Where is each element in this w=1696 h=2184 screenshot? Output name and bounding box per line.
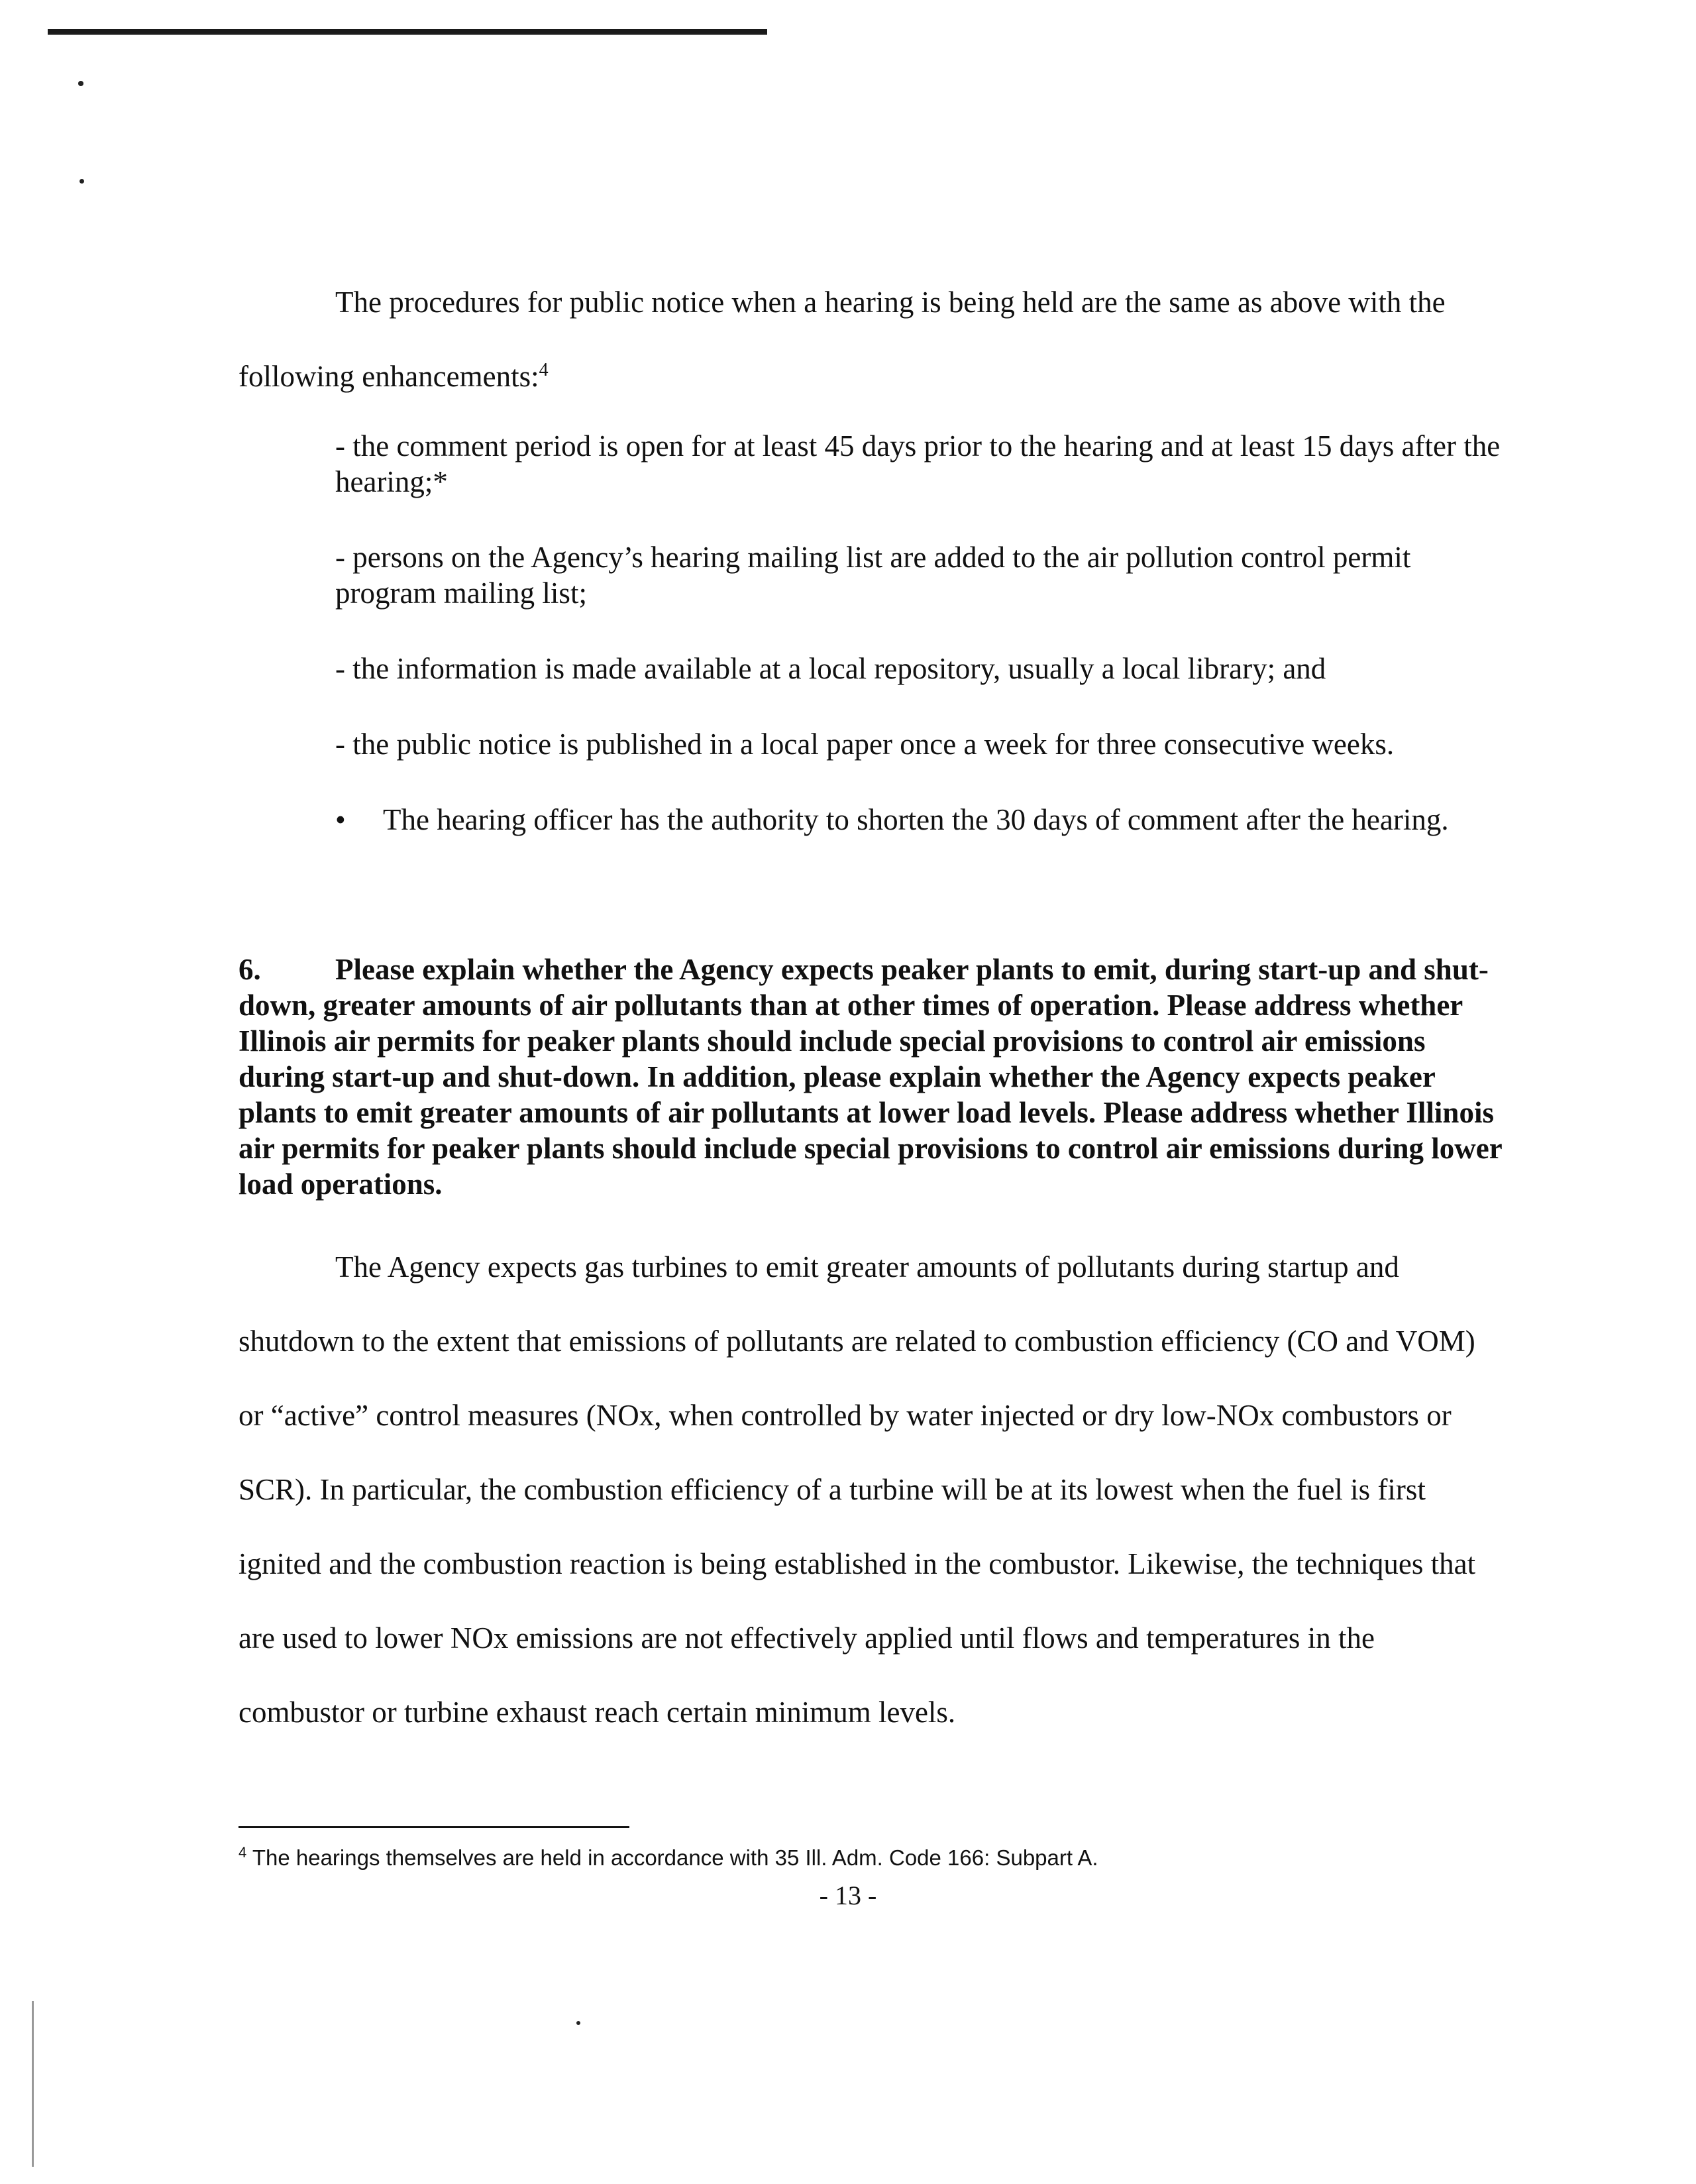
bullet-note-text: The hearing officer has the authority to shorten the 30 days of comment after the hearing. [383,803,1449,836]
footnote-text: The hearings themselves are held in accordance with 35 Ill. Adm. Code 166: Subpart A. [252,1845,1098,1870]
scan-speck [576,2021,580,2025]
top-scan-rule [48,29,767,34]
footnote [238,1843,1497,1873]
top-scan-rule-shadow [48,34,767,35]
list-item: - the comment period is open for at least 45 days prior to the hearing and at least 15 days after the hearing;* [335,429,1501,498]
scan-speck [80,179,84,184]
footnote-number: 4 [238,1844,247,1861]
scan-speck [78,81,83,86]
bullet-icon: • [335,803,346,836]
list-item: - persons on the Agency’s hearing mailing list are added to the air pollution control permit program mailing list; [335,541,1411,610]
scan-left-edge [32,2001,34,2167]
answer-paragraph: The Agency expects gas turbines to emit greater amounts of pollutants during startup and shutdown to the extent that emissions of pollutants are related to combustion efficiency (CO and VOM) or “active” control measures (NOx, when controlled by water injected or dry low-NOx combustors or SCR). In particular, the combustion efficiency of a turbine will be at its lowest when the fuel is first ignited and the combustion reaction is being established in the combustor. Likewise, the techniques that are used to lower NOx emissions are not effectively applied until flows and temperatures in the combustor or turbine exhaust reach certain minimum levels. [238,1250,1476,1729]
question-text: Please explain whether the Agency expects peaker plants to emit, during start-up and shut-down, greater amounts of air pollutants than at other times of operation. Please address whether Illinois air permits for peaker plants should include special provisions to control air emissions during start-up and shut-down. In addition, please explain whether the Agency expects peaker plants to emit greater amounts of air pollutants at lower load levels. Please address whether Illinois air permits for peaker plants should include special provisions to control air emissions during lower load operations. [238,953,1502,1201]
list-item: - the public notice is published in a local paper once a week for three consecutive weeks. [335,728,1395,761]
footnote-reference: 4 [539,360,549,380]
question-number: 6. [238,953,261,986]
intro-paragraph-text: The procedures for public notice when a hearing is being held are the same as above with the following enhancements: [238,286,1446,393]
intro-paragraph [238,265,1504,413]
page-number: - 13 - [819,1881,877,1910]
list-item: - the information is made available at a local repository, usually a local library; and [335,652,1326,685]
question-6 [238,952,1508,1202]
footnote-separator [238,1826,629,1828]
